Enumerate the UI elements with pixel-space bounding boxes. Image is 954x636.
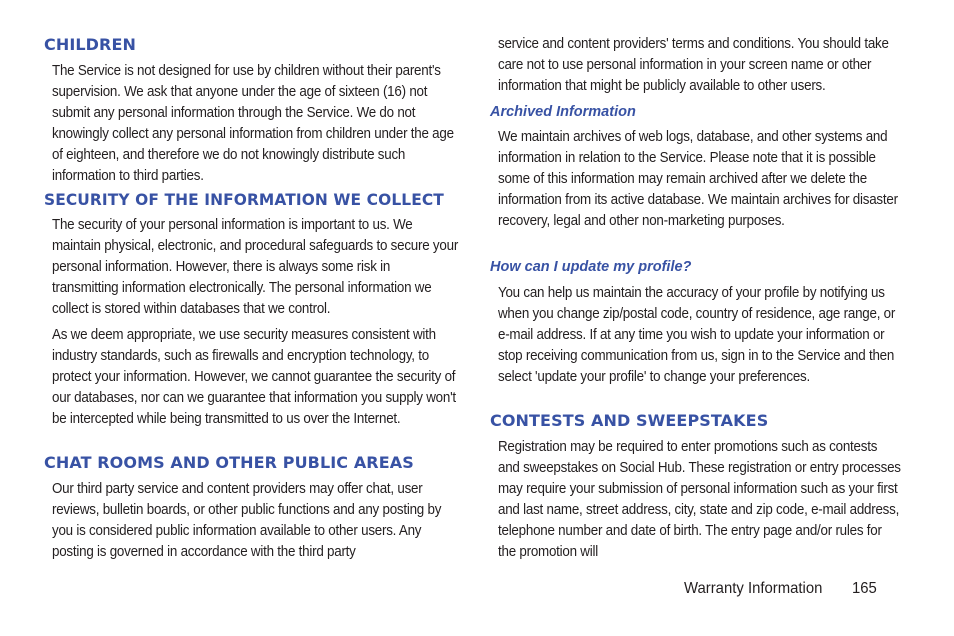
heading-update-profile: How can I update my profile? (490, 259, 692, 275)
heading-contests: CONTESTS AND SWEEPSTAKES (490, 411, 769, 430)
paragraph-update-profile: You can help us maintain the accuracy of your profile by notifying us when you change zip/postal code, country of residence, age range, or e-mail address. If at any time you wish to update your information or stop receiving communication from us, sign in to the Service and then select 'update your profile' to change your preferences. (498, 285, 896, 385)
heading-archived-information: Archived Information (490, 104, 636, 120)
page-number: 165 (852, 580, 877, 597)
paragraph-chat-rooms: Our third party service and content providers may offer chat, user reviews, bulletin boards, or other public functions and any posting by you is considered public information available to other users. Any posting is governed in accordance with the third party (52, 481, 442, 560)
paragraph-security-2: As we deem appropriate, we use security measures consistent with industry standards, such as firewalls and encryption technology, to protect your information. However, we cannot guarantee the security of our databases, nor can we guarantee that information you supply won't be intercepted while being transmitted to us over the Internet. (52, 327, 456, 427)
heading-security: SECURITY OF THE INFORMATION WE COLLECT (44, 190, 444, 209)
paragraph-children: The Service is not designed for use by children without their parent's supervision. We ask that anyone under the age of sixteen (16) not submit any personal information through the Service. We do not knowingly collect any personal information from children under the age of eighteen, and therefore we do not knowingly distribute such information to third parties. (52, 63, 454, 184)
paragraph-contests: Registration may be required to enter promotions such as contests and sweepstakes on Social Hub. These registration or entry processes may require your submission of personal information such as your first and last name, street address, city, state and zip code, e-mail address, telephone number and date of birth. The entry page and/or rules for the promotion will (498, 439, 901, 560)
paragraph-security-1: The security of your personal information is important to us. We maintain physical, electronic, and procedural safeguards to secure your personal information. However, there is always some risk in transmitting information electronically. The personal information we collect is stored within databases that we control. (52, 217, 459, 317)
paragraph-archived-information: We maintain archives of web logs, database, and other systems and information in relation to the Service. Please note that it is possible some of this information may remain archived after we delete the information from its active database. We maintain archives for disaster recovery, legal and other non-marketing purposes. (498, 129, 898, 229)
footer-section-title: Warranty Information (684, 580, 823, 597)
heading-chat-rooms: CHAT ROOMS AND OTHER PUBLIC AREAS (44, 453, 414, 472)
paragraph-continued: service and content providers' terms and conditions. You should take care not to use personal information in your screen name or other information that might be publicly available to other users. (498, 36, 889, 94)
heading-children: CHILDREN (44, 35, 137, 54)
